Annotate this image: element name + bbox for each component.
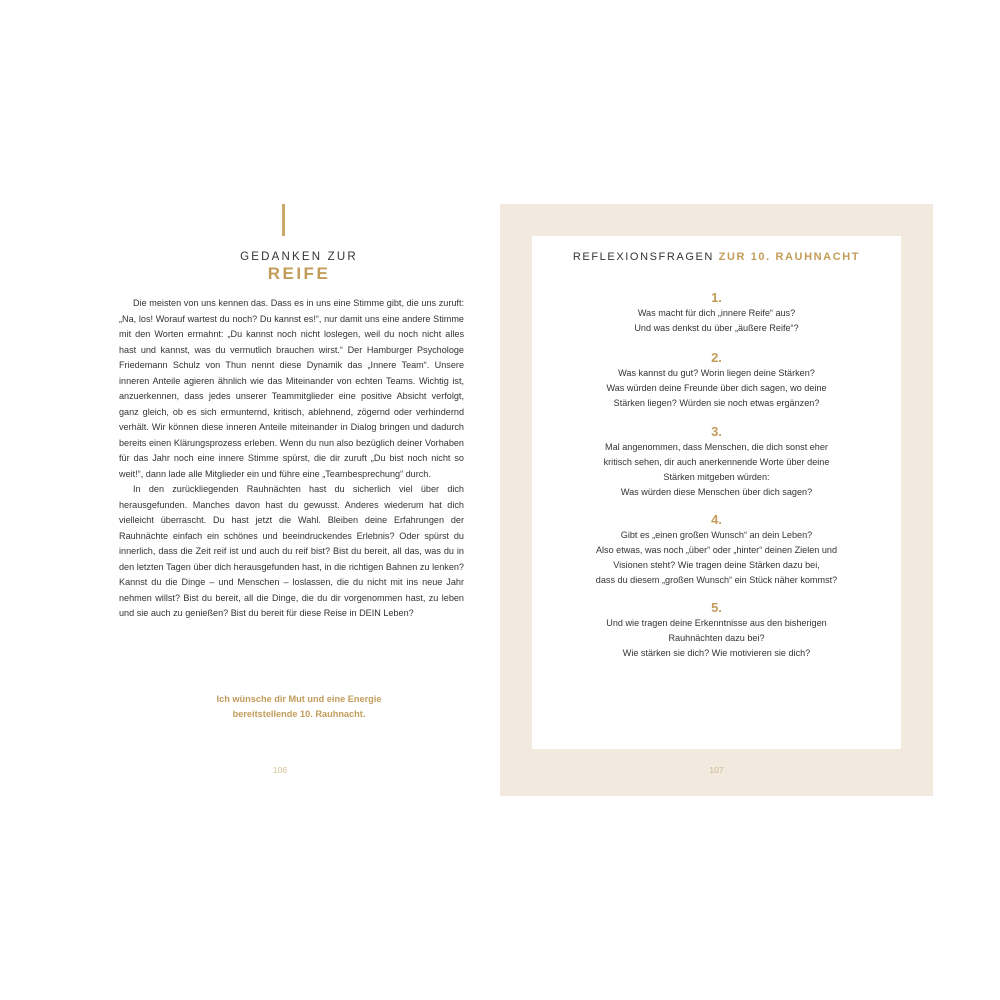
question-line: dass du diesem „großen Wunsch“ ein Stück näher kommst?: [595, 575, 838, 585]
question-line: Mal angenommen, dass Menschen, die dich sonst eher: [605, 442, 828, 452]
question-4: [532, 512, 901, 588]
paragraph: In den zurückliegenden Rauhnächten hast du sicherlich viel über dich herausgefunden. Manches davon hast du gewusst. Anderes wiederum hat dich vielleicht überrascht. Du hast jetzt die Wahl. Bleiben deine Erfahrungen der Rauhnächte einfach ein schönes und beeindruckendes Erlebnis? Oder spürst du innerlich, dass die Zeit reif ist und auch du reif bist? Bist du bereit, all das, was du in den letzten Tagen über dich herausgefunden hast, in die richtigen Bahnen zu lenken? Kannst du die Dinge – und Menschen – loslassen, die du nicht mit ins neue Jahr nehmen willst? Bist du bereit, all die Dinge, die du dir vorgenommen hast, zu leben und sie auch zu genießen? Bist du bereit für diese Reise in DEIN Leben?: [119, 484, 464, 618]
question-1: [532, 290, 901, 336]
question-line: Visionen steht? Wie tragen deine Stärken dazu bei,: [613, 560, 820, 570]
question-line: Gibt es „einen großen Wunsch“ an dein Leben?: [620, 530, 813, 540]
question-number: 2.: [711, 350, 722, 365]
question-number: 3.: [711, 424, 722, 439]
question-number: 1.: [711, 290, 722, 305]
question-line: kritisch sehen, dir auch anerkennende Worte über deine: [603, 457, 830, 467]
question-number: 4.: [711, 512, 722, 527]
question-number: 5.: [711, 600, 722, 615]
reflection-title-gold: ZUR 10. RAUHNACHT: [718, 251, 861, 263]
question-line: Und wie tragen deine Erkenntnisse aus den bisherigen: [606, 618, 827, 628]
question-3: [532, 424, 901, 500]
question-line: Stärken liegen? Würden sie noch etwas ergänzen?: [613, 398, 820, 408]
closing-line: bereitstellende 10. Rauhnacht.: [232, 709, 366, 719]
question-line: Rauhnächten dazu bei?: [668, 633, 765, 643]
reflection-box: [532, 236, 901, 749]
page-number-right: 107: [709, 765, 724, 775]
reflection-title: [532, 251, 901, 263]
question-line: Und was denkst du über „äußere Reife“?: [634, 323, 799, 333]
question-line: Wie stärken sie dich? Wie motivieren sie dich?: [622, 648, 811, 658]
question-line: Was würden diese Menschen über dich sagen?: [620, 487, 813, 497]
reflection-title-plain: REFLEXIONSFRAGEN: [572, 251, 719, 263]
page-number-left: 106: [272, 765, 288, 775]
question-line: Was kannst du gut? Worin liegen deine Stärken?: [618, 368, 815, 378]
question-line: Was würden deine Freunde über dich sagen, wo deine: [606, 383, 827, 393]
right-page: [500, 204, 933, 796]
gold-divider: [282, 204, 285, 236]
question-2: [532, 350, 901, 411]
body-text: [119, 296, 464, 622]
paragraph: Die meisten von uns kennen das. Dass es in uns eine Stimme gibt, die uns zuruft: „Na, los! Worauf wartest du noch? Du kannst es!“, nur damit uns eine andere Stimme mit den Worten ermahnt: „Du kannst noch nicht loslegen, weil du noch nicht alles hast und kannst, was du vermutlich brauchen wirst.“ Der Hamburger Psychologe Friedemann Schulz von Thun nennt diese Dynamik das „Innere Team“. Unsere inneren Anteile agieren ähnlich wie das Miteinander von echten Teams. Wichtig ist, anzuerkennen, dass jedes unserer Teammitglieder eine positive Absicht verfolgt, ganz gleich, ob es sich ermunternd, kritisch, ablehnend, zögernd oder verhindernd verhält. Wir können diese inneren Anteile miteinander in Dialog bringen und dadurch bereits einen Klärungsprozess erleben. Wenn du nun also bezüglich deiner Vorhaben für das Jahr noch eine innere Stimme spürst, die dir zuruft „Du bist noch nicht so weit!“, dann lade alle Mitglieder ein und führe eine „Teambesprechung“ durch.: [119, 298, 464, 479]
closing-wish: [100, 692, 498, 722]
chapter-heading-small: GEDANKEN ZUR: [240, 251, 358, 263]
left-page: [100, 204, 498, 796]
closing-line: Ich wünsche dir Mut und eine Energie: [216, 694, 382, 704]
question-line: Was macht für dich „innere Reife“ aus?: [637, 308, 796, 318]
chapter-heading-title: REIFE: [267, 264, 331, 283]
question-line: Also etwas, was noch „über“ oder „hinter“ deinen Zielen und: [595, 545, 838, 555]
question-5: [532, 600, 901, 661]
question-line: Stärken mitgeben würden:: [663, 472, 770, 482]
